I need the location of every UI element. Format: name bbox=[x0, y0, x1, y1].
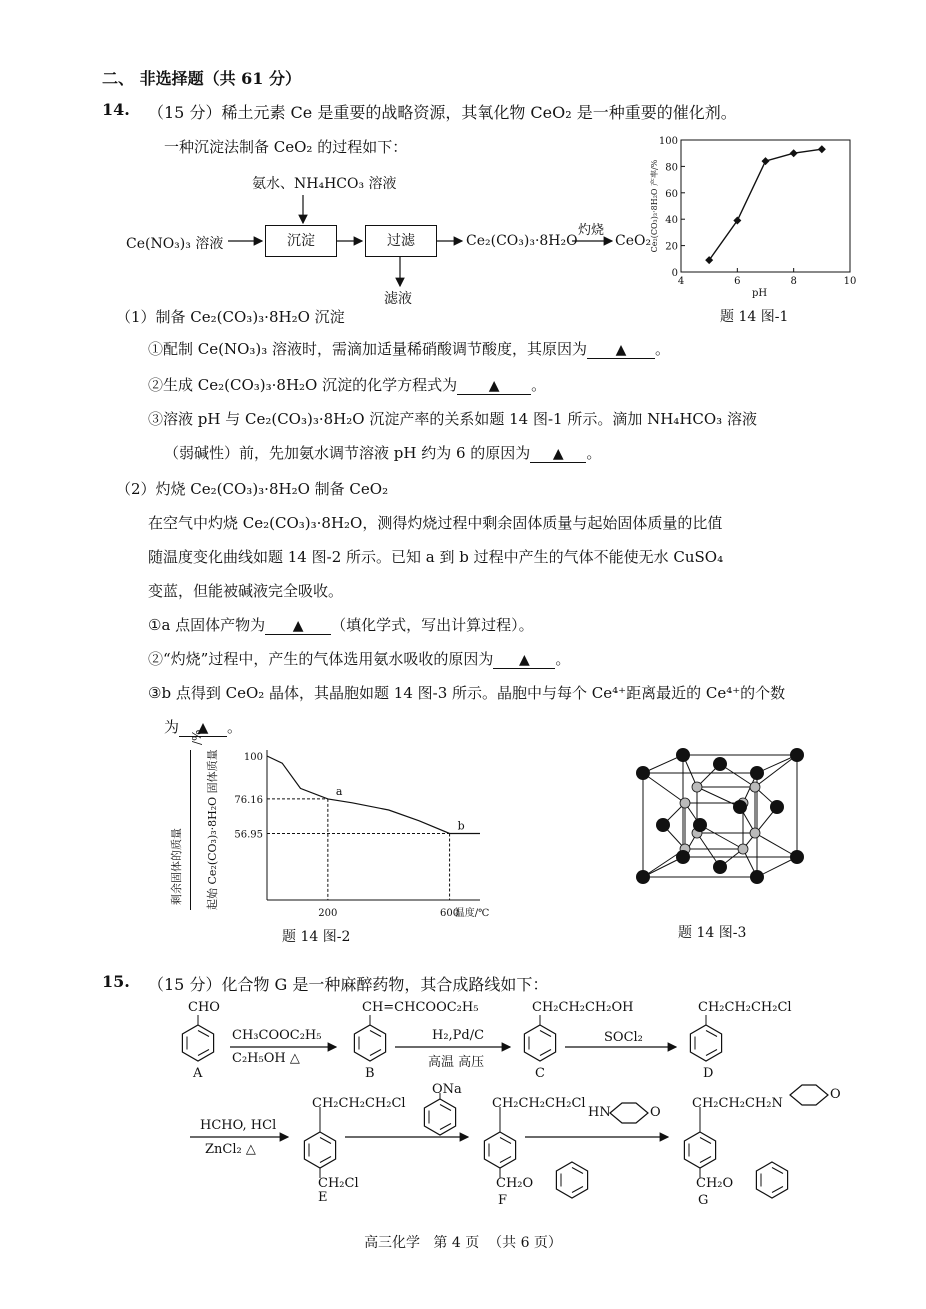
q14-p2-title: （2）灼烧 Ce₂(CO₃)₃·8H₂O 制备 CeO₂ bbox=[116, 480, 389, 498]
A-substituent: CHO bbox=[188, 1000, 220, 1015]
point-b-label: b bbox=[457, 819, 465, 833]
q14-p1-q1-text: ①配制 Ce(NO₃)₃ 溶液时，需滴加适量稀硝酸调节酸度，其原因为 bbox=[148, 340, 588, 358]
x-axis-label: pH bbox=[751, 288, 768, 299]
x-tick-label: 200 bbox=[318, 908, 338, 919]
G-substituent-bottom: CH₂O bbox=[696, 1176, 734, 1191]
compound-B-ring bbox=[354, 1015, 385, 1061]
blank-mark: ▲ bbox=[552, 446, 564, 462]
label-A: A bbox=[193, 1066, 203, 1081]
y-axis-label: Ce₂(CO₃)₃·8H₂O 产率/% bbox=[650, 159, 659, 253]
flow-product2: CeO₂ bbox=[615, 233, 652, 249]
reagent-E-F-top: ONa bbox=[432, 1082, 462, 1097]
curve-line bbox=[267, 756, 480, 833]
q14-p2-q2 bbox=[148, 648, 570, 669]
flow-box-filter: 过滤 bbox=[365, 225, 437, 257]
reagent-C-D-top: SOCl₂ bbox=[604, 1030, 643, 1045]
morpholine-o-1: O bbox=[650, 1105, 661, 1120]
flow-filtrate: 滤液 bbox=[384, 291, 412, 307]
period: 。 bbox=[531, 376, 547, 394]
F-substituent-top: CH₂CH₂CH₂Cl bbox=[492, 1096, 586, 1111]
E-substituent-top: CH₂CH₂CH₂Cl bbox=[312, 1096, 406, 1111]
y-tick-label: 80 bbox=[665, 162, 678, 174]
q14-p1-title: （1）制备 Ce₂(CO₃)₃·8H₂O 沉淀 bbox=[116, 308, 345, 326]
blank-mark: ▲ bbox=[292, 618, 304, 634]
q14-p1-q3a: ③溶液 pH 与 Ce₂(CO₃)₃·8H₂O 沉淀产率的关系如题 14 图-1 所示。滴加 NH₄HCO₃ 溶液 bbox=[148, 410, 757, 428]
B-substituent: CH=CHCOOC₂H₅ bbox=[362, 1000, 479, 1015]
fig14-1-chart bbox=[645, 132, 860, 302]
q14-p1-q1 bbox=[148, 338, 670, 359]
blank-mark: ▲ bbox=[615, 342, 627, 358]
y-tick-label: 76.16 bbox=[234, 794, 263, 806]
fig14-1-caption: 题 14 图-1 bbox=[720, 309, 789, 325]
answer-blank[interactable] bbox=[457, 376, 531, 395]
blank-mark: ▲ bbox=[488, 378, 500, 394]
fig14-2-caption: 题 14 图-2 bbox=[282, 929, 351, 945]
x-axis-label: 温度/℃ bbox=[454, 908, 490, 919]
x-tick-label: 600 bbox=[440, 908, 460, 919]
q14-p2-q3: ③b 点得到 CeO₂ 晶体，其晶胞如题 14 图-3 所示。晶胞中与每个 Ce⁴⁺距离最近的 Ce⁴⁺的个数 bbox=[148, 684, 786, 702]
q14-number: 14. bbox=[102, 100, 130, 119]
compound-F-phenyl bbox=[556, 1162, 587, 1198]
blank-mark: ▲ bbox=[197, 720, 209, 736]
q14-p1-q3b bbox=[164, 442, 601, 463]
period: 。 bbox=[555, 650, 571, 668]
fig14-2-yunit: /% bbox=[190, 729, 204, 745]
label-G: G bbox=[698, 1193, 709, 1208]
q14-p2-q1-tail: （填化学式，写出计算过程）。 bbox=[331, 616, 534, 634]
reagent-B-C-bottom: 高温 高压 bbox=[428, 1055, 485, 1070]
y-tick-label: 60 bbox=[665, 188, 678, 200]
fig14-2-fraction-bar bbox=[190, 750, 191, 910]
q14-p2-q3-end-text: 为 bbox=[164, 718, 180, 736]
q15-number: 15. bbox=[102, 972, 130, 991]
period: 。 bbox=[655, 340, 671, 358]
q14-intro: 一种沉淀法制备 CeO₂ 的过程如下： bbox=[164, 138, 408, 156]
C-substituent: CH₂CH₂CH₂OH bbox=[532, 1000, 634, 1015]
morpholine-o-2: O bbox=[830, 1087, 841, 1102]
x-tick-label: 6 bbox=[734, 276, 741, 287]
label-E: E bbox=[318, 1190, 328, 1205]
y-tick-label: 20 bbox=[665, 241, 678, 253]
reagent-A-B-top: CH₃COOC₂H₅ bbox=[232, 1028, 322, 1043]
D-substituent: CH₂CH₂CH₂Cl bbox=[698, 1000, 792, 1015]
y-tick-label: 100 bbox=[243, 752, 263, 763]
compound-C-ring bbox=[524, 1015, 555, 1061]
reagent-D-E-bottom: ZnCl₂ △ bbox=[205, 1142, 256, 1157]
section-title: 二、 非选择题（共 61 分） bbox=[102, 69, 301, 88]
label-C: C bbox=[535, 1066, 545, 1081]
x-tick-label: 10 bbox=[843, 276, 857, 287]
q14-p2-q1 bbox=[148, 614, 534, 635]
flow-arrow-label: 灼烧 bbox=[578, 223, 605, 238]
answer-blank[interactable] bbox=[587, 340, 655, 359]
flow-box-precipitate: 沉淀 bbox=[265, 225, 337, 257]
x-tick-label: 4 bbox=[677, 276, 685, 287]
compound-E-ring bbox=[304, 1107, 335, 1178]
G-substituent-top: CH₂CH₂CH₂N bbox=[692, 1096, 783, 1111]
reagent-D-E-top: HCHO, HCl bbox=[200, 1118, 277, 1133]
q14-p2-q2-text: ②“灼烧”过程中，产生的气体选用氨水吸收的原因为 bbox=[148, 650, 494, 668]
label-B: B bbox=[365, 1066, 375, 1081]
y-tick-label: 40 bbox=[665, 215, 678, 227]
q14-p1-q3b-text: （弱碱性）前，先加氨水调节溶液 pH 约为 6 的原因为 bbox=[164, 444, 531, 462]
point-a-label: a bbox=[335, 784, 343, 798]
q14-stem: （15 分）稀土元素 Ce 是重要的战略资源，其氧化物 CeO₂ 是一种重要的催化剂。 bbox=[148, 103, 737, 122]
y-tick-label: 100 bbox=[658, 136, 678, 147]
page-footer: 高三化学 第 4 页 （共 6 页） bbox=[364, 1235, 562, 1251]
fig14-2-ylabel-den: 起始 Ce₂(CO₃)₃·8H₂O 固体质量 bbox=[206, 749, 219, 910]
compound-F-ring bbox=[484, 1107, 515, 1178]
blank-mark: ▲ bbox=[518, 652, 530, 668]
data-point bbox=[818, 145, 826, 153]
q14-p2-q1-text: ①a 点固体产物为 bbox=[148, 616, 266, 634]
q14-p1-q2-text: ②生成 Ce₂(CO₃)₃·8H₂O 沉淀的化学方程式为 bbox=[148, 376, 458, 394]
data-point bbox=[762, 157, 770, 165]
q14-p2-line1: 在空气中灼烧 Ce₂(CO₃)₃·8H₂O，测得灼烧过程中剩余固体质量与起始固体质量的比值 bbox=[148, 514, 723, 532]
answer-blank[interactable] bbox=[493, 650, 555, 669]
phenoxide-ring bbox=[424, 1093, 455, 1135]
q15-stem: （15 分）化合物 G 是一种麻醉药物，其合成路线如下： bbox=[148, 975, 549, 994]
F-substituent-bottom: CH₂O bbox=[496, 1176, 534, 1191]
fig14-3-caption: 题 14 图-3 bbox=[678, 925, 747, 941]
fig14-2-chart bbox=[225, 742, 515, 922]
period: 。 bbox=[586, 444, 602, 462]
compound-G-phenyl bbox=[756, 1162, 787, 1198]
reagent-B-C-top: H₂,Pd/C bbox=[432, 1028, 485, 1043]
flow-reagent-top: 氨水、NH₄HCO₃ 溶液 bbox=[252, 176, 397, 192]
label-F: F bbox=[498, 1193, 508, 1208]
label-D: D bbox=[703, 1066, 714, 1081]
flow-start: Ce(NO₃)₃ 溶液 bbox=[126, 236, 224, 252]
reagent-A-B-bottom: C₂H₅OH △ bbox=[232, 1051, 300, 1066]
q14-p2-line3: 变蓝，但能被碱液完全吸收。 bbox=[148, 582, 344, 600]
q14-p1-q2 bbox=[148, 374, 546, 395]
data-point bbox=[790, 149, 798, 157]
q14-p2-line2: 随温度变化曲线如题 14 图-2 所示。已知 a 到 b 过程中产生的气体不能使无水 CuSO₄ bbox=[148, 548, 724, 566]
answer-blank[interactable] bbox=[265, 616, 331, 635]
x-tick-label: 8 bbox=[790, 276, 797, 287]
flow-product1: Ce₂(CO₃)₃·8H₂O bbox=[466, 233, 578, 249]
period: 。 bbox=[227, 718, 243, 736]
y-tick-label: 0 bbox=[671, 268, 678, 279]
series-line bbox=[709, 149, 822, 260]
compound-D-ring bbox=[690, 1015, 721, 1061]
fig14-3-crystal-cell bbox=[625, 745, 815, 895]
reagent-F-G-top: HN bbox=[588, 1105, 611, 1120]
E-substituent-bottom: CH₂Cl bbox=[318, 1176, 359, 1191]
fig14-2-ylabel-num: 剩余固体的质量 bbox=[170, 828, 183, 905]
compound-G-ring bbox=[684, 1107, 715, 1178]
compound-A-ring bbox=[182, 1015, 213, 1061]
answer-blank[interactable] bbox=[530, 444, 586, 463]
y-tick-label: 56.95 bbox=[234, 829, 263, 841]
